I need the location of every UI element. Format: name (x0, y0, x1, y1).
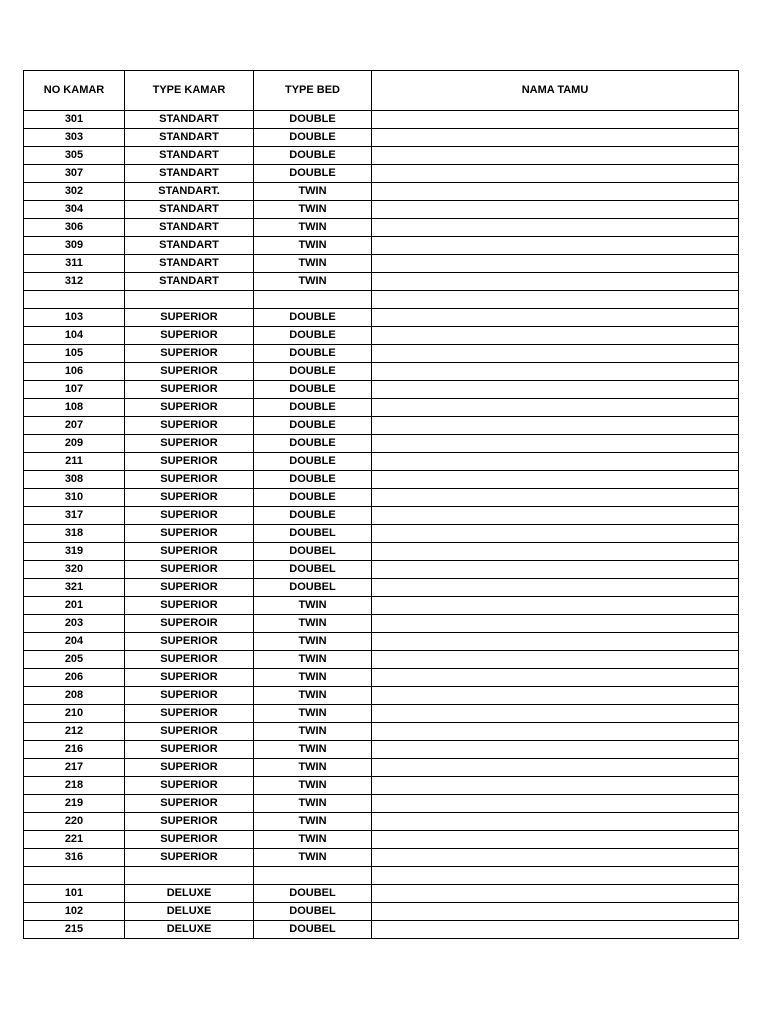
cell-nama-tamu[interactable] (372, 183, 739, 201)
cell-nama-tamu[interactable] (372, 723, 739, 741)
cell-no-kamar: 216 (24, 741, 125, 759)
cell-no-kamar: 220 (24, 813, 125, 831)
cell-nama-tamu[interactable] (372, 867, 739, 885)
cell-no-kamar: 105 (24, 345, 125, 363)
cell-no-kamar: 318 (24, 525, 125, 543)
cell-type-bed: DOUBLE (254, 309, 372, 327)
cell-type-kamar: SUPERIOR (125, 777, 254, 795)
table-row (24, 903, 739, 921)
table-row (24, 579, 739, 597)
cell-type-kamar: SUPERIOR (125, 795, 254, 813)
table-row (24, 219, 739, 237)
cell-nama-tamu[interactable] (372, 561, 739, 579)
cell-type-bed: DOUBEL (254, 885, 372, 903)
table-row (24, 813, 739, 831)
cell-type-kamar: STANDART (125, 147, 254, 165)
cell-no-kamar: 221 (24, 831, 125, 849)
cell-type-bed: TWIN (254, 687, 372, 705)
cell-type-bed: DOUBLE (254, 363, 372, 381)
cell-type-bed: DOUBLE (254, 147, 372, 165)
cell-nama-tamu[interactable] (372, 633, 739, 651)
cell-type-bed: DOUBLE (254, 327, 372, 345)
cell-type-bed: TWIN (254, 615, 372, 633)
cell-nama-tamu[interactable] (372, 201, 739, 219)
cell-no-kamar: 106 (24, 363, 125, 381)
cell-type-kamar (125, 867, 254, 885)
table-row (24, 741, 739, 759)
cell-type-kamar: SUPERIOR (125, 759, 254, 777)
cell-no-kamar: 203 (24, 615, 125, 633)
cell-type-bed: DOUBLE (254, 435, 372, 453)
table-row (24, 489, 739, 507)
table-row (24, 759, 739, 777)
cell-type-bed: DOUBEL (254, 543, 372, 561)
cell-type-kamar: SUPERIOR (125, 669, 254, 687)
cell-type-kamar: SUPERIOR (125, 597, 254, 615)
table-body (24, 111, 739, 939)
cell-type-bed: DOUBEL (254, 903, 372, 921)
cell-type-bed: TWIN (254, 777, 372, 795)
cell-nama-tamu[interactable] (372, 669, 739, 687)
cell-type-kamar: SUPERIOR (125, 543, 254, 561)
cell-type-bed: TWIN (254, 813, 372, 831)
cell-nama-tamu[interactable] (372, 435, 739, 453)
cell-type-kamar: SUPERIOR (125, 381, 254, 399)
cell-no-kamar: 101 (24, 885, 125, 903)
cell-type-kamar: SUPERIOR (125, 453, 254, 471)
cell-nama-tamu[interactable] (372, 471, 739, 489)
cell-nama-tamu[interactable] (372, 453, 739, 471)
table-row (24, 255, 739, 273)
cell-nama-tamu[interactable] (372, 813, 739, 831)
table-row (24, 669, 739, 687)
cell-nama-tamu[interactable] (372, 381, 739, 399)
cell-type-bed: TWIN (254, 741, 372, 759)
table-row (24, 273, 739, 291)
cell-nama-tamu[interactable] (372, 597, 739, 615)
cell-no-kamar: 209 (24, 435, 125, 453)
cell-no-kamar: 210 (24, 705, 125, 723)
cell-nama-tamu[interactable] (372, 759, 739, 777)
cell-no-kamar (24, 291, 125, 309)
cell-no-kamar: 205 (24, 651, 125, 669)
table-row (24, 183, 739, 201)
table-row (24, 327, 739, 345)
cell-no-kamar: 311 (24, 255, 125, 273)
cell-nama-tamu[interactable] (372, 615, 739, 633)
cell-type-kamar: DELUXE (125, 903, 254, 921)
cell-nama-tamu[interactable] (372, 903, 739, 921)
cell-type-bed: TWIN (254, 273, 372, 291)
cell-type-bed: DOUBLE (254, 453, 372, 471)
cell-no-kamar: 321 (24, 579, 125, 597)
cell-no-kamar: 211 (24, 453, 125, 471)
table-row (24, 651, 739, 669)
cell-nama-tamu[interactable] (372, 741, 739, 759)
header-type-bed: TYPE BED (254, 71, 372, 111)
cell-nama-tamu[interactable] (372, 147, 739, 165)
cell-type-kamar: SUPERIOR (125, 633, 254, 651)
cell-nama-tamu[interactable] (372, 507, 739, 525)
table-row (24, 507, 739, 525)
cell-type-kamar: SUPERIOR (125, 651, 254, 669)
header-type-kamar: TYPE KAMAR (125, 71, 254, 111)
cell-type-kamar: SUPERIOR (125, 705, 254, 723)
cell-nama-tamu[interactable] (372, 273, 739, 291)
table-row (24, 723, 739, 741)
cell-type-bed: DOUBEL (254, 579, 372, 597)
cell-no-kamar: 306 (24, 219, 125, 237)
table-row (24, 795, 739, 813)
cell-type-bed: DOUBLE (254, 489, 372, 507)
table-row (24, 435, 739, 453)
cell-nama-tamu[interactable] (372, 849, 739, 867)
cell-nama-tamu[interactable] (372, 831, 739, 849)
cell-type-bed: TWIN (254, 201, 372, 219)
cell-nama-tamu[interactable] (372, 345, 739, 363)
cell-type-kamar: STANDART (125, 255, 254, 273)
table-row (24, 453, 739, 471)
cell-type-kamar: SUPEROIR (125, 615, 254, 633)
table-header (24, 71, 739, 111)
cell-no-kamar: 204 (24, 633, 125, 651)
cell-no-kamar: 206 (24, 669, 125, 687)
cell-type-kamar: SUPERIOR (125, 471, 254, 489)
cell-type-kamar: SUPERIOR (125, 489, 254, 507)
cell-type-kamar: SUPERIOR (125, 327, 254, 345)
cell-nama-tamu[interactable] (372, 921, 739, 939)
cell-type-kamar: STANDART (125, 165, 254, 183)
cell-type-bed: DOUBLE (254, 507, 372, 525)
cell-nama-tamu[interactable] (372, 525, 739, 543)
cell-no-kamar: 310 (24, 489, 125, 507)
cell-type-kamar: STANDART (125, 219, 254, 237)
cell-no-kamar: 309 (24, 237, 125, 255)
cell-nama-tamu[interactable] (372, 165, 739, 183)
cell-nama-tamu[interactable] (372, 777, 739, 795)
cell-type-bed: DOUBLE (254, 111, 372, 129)
cell-no-kamar: 108 (24, 399, 125, 417)
cell-nama-tamu[interactable] (372, 651, 739, 669)
table-row (24, 291, 739, 309)
table-row (24, 129, 739, 147)
cell-nama-tamu[interactable] (372, 237, 739, 255)
cell-no-kamar: 215 (24, 921, 125, 939)
cell-nama-tamu[interactable] (372, 255, 739, 273)
cell-type-bed: TWIN (254, 669, 372, 687)
cell-nama-tamu[interactable] (372, 129, 739, 147)
table-row (24, 849, 739, 867)
table-row (24, 885, 739, 903)
cell-type-kamar: SUPERIOR (125, 813, 254, 831)
cell-nama-tamu[interactable] (372, 885, 739, 903)
cell-no-kamar: 307 (24, 165, 125, 183)
cell-type-bed: TWIN (254, 255, 372, 273)
cell-no-kamar: 218 (24, 777, 125, 795)
table-row (24, 831, 739, 849)
table-row (24, 111, 739, 129)
cell-type-kamar: SUPERIOR (125, 831, 254, 849)
table-row (24, 687, 739, 705)
cell-nama-tamu[interactable] (372, 795, 739, 813)
cell-type-kamar: STANDART. (125, 183, 254, 201)
cell-type-bed: TWIN (254, 705, 372, 723)
cell-no-kamar: 302 (24, 183, 125, 201)
cell-nama-tamu[interactable] (372, 327, 739, 345)
cell-no-kamar: 317 (24, 507, 125, 525)
cell-type-kamar: STANDART (125, 237, 254, 255)
table-row (24, 543, 739, 561)
cell-type-kamar: SUPERIOR (125, 525, 254, 543)
header-no-kamar: NO KAMAR (24, 71, 125, 111)
cell-no-kamar: 103 (24, 309, 125, 327)
cell-type-kamar: DELUXE (125, 885, 254, 903)
cell-type-bed: DOUBLE (254, 345, 372, 363)
cell-type-bed: DOUBLE (254, 417, 372, 435)
cell-no-kamar: 107 (24, 381, 125, 399)
table-row (24, 165, 739, 183)
table-row (24, 867, 739, 885)
cell-no-kamar: 104 (24, 327, 125, 345)
cell-nama-tamu[interactable] (372, 705, 739, 723)
table-row (24, 237, 739, 255)
table-row (24, 561, 739, 579)
cell-no-kamar: 308 (24, 471, 125, 489)
cell-type-bed: TWIN (254, 633, 372, 651)
table-row (24, 615, 739, 633)
header-nama-tamu: NAMA TAMU (372, 71, 739, 111)
table-row (24, 147, 739, 165)
cell-type-kamar: SUPERIOR (125, 417, 254, 435)
table-row (24, 381, 739, 399)
cell-no-kamar: 316 (24, 849, 125, 867)
cell-type-bed: TWIN (254, 237, 372, 255)
cell-no-kamar: 303 (24, 129, 125, 147)
cell-nama-tamu[interactable] (372, 543, 739, 561)
cell-type-bed: DOUBLE (254, 381, 372, 399)
cell-type-bed: DOUBLE (254, 165, 372, 183)
cell-type-bed: TWIN (254, 183, 372, 201)
cell-type-kamar: STANDART (125, 273, 254, 291)
cell-type-kamar: STANDART (125, 201, 254, 219)
cell-type-kamar: SUPERIOR (125, 723, 254, 741)
cell-nama-tamu[interactable] (372, 363, 739, 381)
cell-nama-tamu[interactable] (372, 309, 739, 327)
cell-no-kamar: 305 (24, 147, 125, 165)
cell-type-kamar: SUPERIOR (125, 435, 254, 453)
cell-nama-tamu[interactable] (372, 291, 739, 309)
cell-nama-tamu[interactable] (372, 399, 739, 417)
cell-type-kamar: SUPERIOR (125, 309, 254, 327)
cell-type-bed: DOUBEL (254, 561, 372, 579)
table-row (24, 363, 739, 381)
cell-type-bed (254, 867, 372, 885)
cell-type-bed: TWIN (254, 831, 372, 849)
table-row (24, 309, 739, 327)
cell-type-bed: DOUBLE (254, 129, 372, 147)
table-row (24, 471, 739, 489)
cell-nama-tamu[interactable] (372, 219, 739, 237)
cell-type-bed: TWIN (254, 849, 372, 867)
cell-no-kamar: 219 (24, 795, 125, 813)
cell-type-kamar: SUPERIOR (125, 687, 254, 705)
cell-type-bed: TWIN (254, 219, 372, 237)
cell-no-kamar: 301 (24, 111, 125, 129)
table-row (24, 777, 739, 795)
cell-no-kamar: 212 (24, 723, 125, 741)
cell-type-kamar: STANDART (125, 129, 254, 147)
table-row (24, 399, 739, 417)
cell-no-kamar: 320 (24, 561, 125, 579)
cell-nama-tamu[interactable] (372, 687, 739, 705)
table-row (24, 705, 739, 723)
cell-no-kamar: 201 (24, 597, 125, 615)
cell-nama-tamu[interactable] (372, 489, 739, 507)
cell-type-kamar: SUPERIOR (125, 399, 254, 417)
cell-type-kamar: DELUXE (125, 921, 254, 939)
table-row (24, 633, 739, 651)
cell-type-kamar: SUPERIOR (125, 507, 254, 525)
header-row (24, 71, 739, 111)
cell-type-bed: TWIN (254, 597, 372, 615)
cell-type-kamar: SUPERIOR (125, 345, 254, 363)
cell-type-bed: DOUBEL (254, 921, 372, 939)
table-row (24, 525, 739, 543)
cell-no-kamar: 102 (24, 903, 125, 921)
cell-type-kamar (125, 291, 254, 309)
cell-nama-tamu[interactable] (372, 417, 739, 435)
cell-nama-tamu[interactable] (372, 579, 739, 597)
cell-type-bed: DOUBEL (254, 525, 372, 543)
table-row (24, 597, 739, 615)
room-guest-table (23, 70, 739, 939)
cell-type-kamar: SUPERIOR (125, 849, 254, 867)
cell-no-kamar (24, 867, 125, 885)
cell-type-bed: TWIN (254, 795, 372, 813)
cell-type-bed: TWIN (254, 759, 372, 777)
cell-no-kamar: 312 (24, 273, 125, 291)
cell-type-kamar: SUPERIOR (125, 363, 254, 381)
cell-no-kamar: 208 (24, 687, 125, 705)
cell-type-kamar: STANDART (125, 111, 254, 129)
cell-type-bed: DOUBLE (254, 399, 372, 417)
cell-type-kamar: SUPERIOR (125, 561, 254, 579)
table-row (24, 921, 739, 939)
cell-no-kamar: 217 (24, 759, 125, 777)
cell-type-bed (254, 291, 372, 309)
cell-type-bed: TWIN (254, 723, 372, 741)
table-row (24, 417, 739, 435)
cell-no-kamar: 304 (24, 201, 125, 219)
cell-nama-tamu[interactable] (372, 111, 739, 129)
cell-type-kamar: SUPERIOR (125, 741, 254, 759)
table-row (24, 201, 739, 219)
cell-type-bed: DOUBLE (254, 471, 372, 489)
cell-type-kamar: SUPERIOR (125, 579, 254, 597)
cell-no-kamar: 319 (24, 543, 125, 561)
table-row (24, 345, 739, 363)
cell-type-bed: TWIN (254, 651, 372, 669)
cell-no-kamar: 207 (24, 417, 125, 435)
